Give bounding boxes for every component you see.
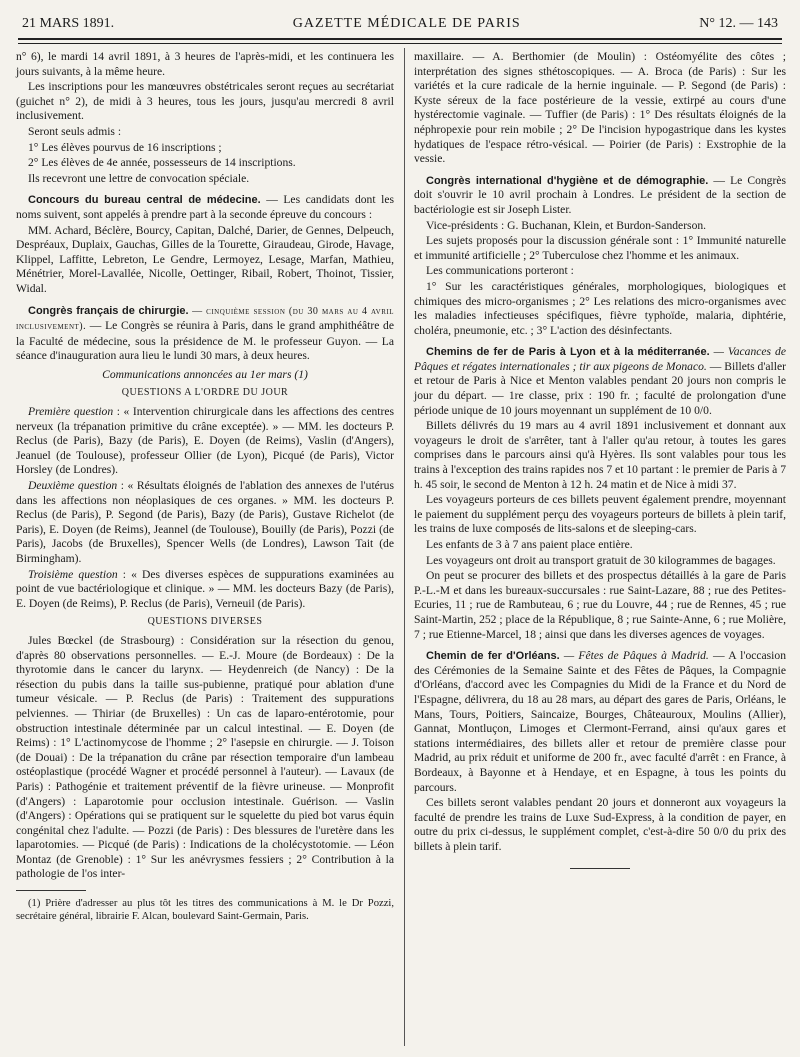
- paragraph: Les voyageurs ont droit au transport gratuit de 30 kilogrammes de bagages.: [426, 553, 776, 567]
- footnote: (1) Prière d'adresser au plus tôt les titres des communications à M. le Dr Pozzi, secrétaire général, librairie F. Alcan, boulevard Saint-Germain, Paris.: [16, 898, 394, 923]
- issue-number: N° 12. — 143: [699, 16, 778, 31]
- paragraph: Vice-présidents : G. Buchanan, Klein, et Burdon-Sanderson.: [426, 218, 707, 232]
- journal-title: GAZETTE MÉDICALE DE PARIS: [292, 16, 521, 31]
- section-title: Concours du bureau central de médecine.: [28, 194, 261, 207]
- section-title: Chemins de fer de Paris à Lyon et à la méditerranée.: [426, 346, 710, 359]
- concours-section: Concours du bureau central de médecine. — Les candidats dont les noms suivent, sont appelés à prendre part à la seconde épreuve du concours :: [16, 193, 394, 221]
- section-title: Congrès français de chirurgie.: [28, 304, 189, 317]
- orleans-section: Chemin de fer d'Orléans. — Fêtes de Pâques à Madrid. — A l'occasion des Cérémonies de la Semaine Sainte et des Fêtes de Pâques, la Compagnie d'Orléans, d'accord avec les Compagnies du Midi de la France et du Nord de l'Espagne, délivrera, du 18 au 28 mars, au départ des gares de Paris, Orléans, le Mans, Tours, Poitiers, Saincaize, Bourges, Châteauroux, Moulins (Allier), Gannat, Montluçon, Limoges et Clermont-Ferrand, ainsi qu'aux gares et stations intermédiaires, des billets aller et retour de première classe pour Madrid, au prix réduit et uniforme de 200 fr., avec faculté d'arrêt : en France, à Bordeaux, à Bayonne et à Hendaye, et en Espagne, à tous les points du parcours.: [414, 649, 786, 794]
- question-1: Première question : « Intervention chirurgicale dans les affections des centres nerveux (la trépanation primitive du crâne exceptée). » — MM. les docteurs P. Reclus (de Paris), Bazy (de Paris), E. Doyen (de Reims), Vaslin (d'Angers), Jeanuel (de Toulouse), professeur Ollier (de Lyon), Picqué (de Paris), Victor Horsley (de Londres).: [16, 405, 394, 477]
- paragraph: Les sujets proposés pour la discussion générale sont : 1° Immunité naturelle et immunité artificielle ; 2° Tuberculose chez l'homme et les animaux.: [414, 234, 786, 262]
- lyon-section: Chemins de fer de Paris à Lyon et à la méditerranée. — Vacances de Pâques et régates internationales ; tir aux pigeons de Monaco. — Billets d'aller et retour de Paris à Nice et Menton valables pendant 20 jours non compris le jour du départ. — 1re classe, prix : 190 fr. ; faculté de prolongation d'une période unique de 10 jours moyennant un supplément de 10 0/0.: [414, 345, 787, 417]
- issue-date: 21 MARS 1891.: [22, 16, 115, 31]
- ordre-heading: QUESTIONS A L'ORDRE DU JOUR: [121, 387, 289, 399]
- footnote-rule: [16, 890, 86, 891]
- paragraph: Ces billets seront valables pendant 20 jours et donneront aux voyageurs la faculté de prendre les trains de Luxe Sud-Express, à la condition de payer, en outre du prix ci-dessus, le supplément complet, c'est-à-dire 50 0/0 du prix des billets à plein tarif.: [414, 796, 786, 853]
- paragraph: Les voyageurs porteurs de ces billets peuvent également prendre, moyennant le paiement du supplément perçu des voyageurs porteurs de billets à plein tarif, les trains de luxe composés de lits-salons et de sleeping-cars.: [414, 493, 786, 536]
- paragraph: n° 6), le mardi 14 avril 1891, à 3 heures de l'après-midi, et les continuera les jours suivants, à la même heure.: [16, 50, 394, 78]
- hygiene-section: Congrès international d'hygiène et de démographie. — Le Congrès doit s'ouvrir le 10 avril prochain à Londres. Le président de la section de bactériologie est sir Joseph Lister.: [414, 173, 786, 216]
- paragraph: Les inscriptions pour les manœuvres obstétricales seront reçues au secrétariat (guichet n° 2), de midi à 3 heures, tous les jours, jusqu'au mercredi 8 avril inclusivement.: [16, 80, 394, 123]
- section-title: Congrès international d'hygiène et de démographie.: [426, 174, 709, 187]
- end-rule: [570, 868, 630, 869]
- paragraph: Les communications porteront :: [426, 264, 574, 278]
- column-divider: [404, 48, 405, 1046]
- section-title: Chemin de fer d'Orléans.: [426, 650, 560, 663]
- page-header: [22, 14, 778, 34]
- paragraph: On peut se procurer des billets et des prospectus détaillés à la gare de Paris P.-L.-M et dans les bureaux-succursales : rue Saint-Lazare, 88 ; rue des Petites-Ecuries, 11 ; rue de Rambuteau, 6 ; rue du Louvre, 44 ; rue de Rennes, 45 ; rue Saint-Martin, 252 ; place de la République, 8 ; rue Sainte-Anne, 6 ; rue Molière, 7 ; rue Etienne-Marcel, 18 ; ainsi que dans les diverses agences de voyages.: [414, 569, 786, 641]
- header-rule-thick: [18, 38, 782, 40]
- paragraph: Billets délivrés du 19 mars au 4 avril 1891 inclusivement et donnant aux voyageurs le droit de s'arrêter, tant à l'aller qu'au retour, à toutes les gares comprises dans le parcours ainsi qu'à Hyères. Ils sont valables pour tous les trains à l'exception des trains rapides nos 7 et 10 partant : le premier de Paris à 7 h. 45 soir, le second de Menton à 12 h. 24 matin et de Nice à midi 37.: [414, 419, 787, 491]
- question-3: Troisième question : « Des diverses espèces de suppurations examinées au point de vue bactériologique et clinique. » — MM. les docteurs Bazy (de Paris), E. Doyen (de Reims), P. Reclus (de Paris), Verneuil (de Paris).: [16, 567, 394, 610]
- paragraph: 1° Sur les caractéristiques générales, morphologiques, biologiques et chimiques des micro-organismes ; 2° Les relations des micro-organismes avec les maladies infectieuses spécifiques, fièvre typhoïde, malaria, diphtérie, choléra, pneumonie, etc. ; 3° L'action des désinfectants.: [414, 279, 786, 337]
- paragraph: Seront seuls admis :: [28, 124, 122, 138]
- communications-heading: Communications annoncées au 1er mars (1): [102, 367, 308, 381]
- left-column: [16, 50, 394, 924]
- question-2: Deuxième question : « Résultats éloignés de l'ablation des annexes de l'utérus dans les affections non néoplasiques de ces organes. » MM. les docteurs P. Reclus (de Paris), P. Segond (de Paris), Bazy (de Paris), Gustave Richelot (de Paris), E. Doyen (de Reims), Jeannel (de Toulouse), Bouilly (de Paris), Pozzi (de Paris), Jacobs (de Bruxelles), Spencer Wells (de Londres), Lawson Tait (de Birmingham).: [16, 479, 394, 565]
- paragraph: Les enfants de 3 à 7 ans paient place entière.: [426, 538, 633, 551]
- chirurgie-section: Congrès français de chirurgie. — cinquième session (du 30 mars au 4 avril inclusivement). — Le Congrès se réunira à Paris, dans le grand amphithéâtre de la Faculté de médecine, sous la présidence de M. le professeur Guyon. — La séance d'inauguration aura lieu le lundi 30 mars, à deux heures.: [16, 304, 395, 363]
- diverses-text: Jules Bœckel (de Strasbourg) : Considération sur la résection du genou, d'après 80 observations personnelles. — E.-J. Moure (de Bordeaux) : De la thyrotomie dans le cancer du larynx. — Heydenreich (de Nancy) : De la résection du pubis dans la taille sus-pubienne, pratiqué pour ablation d'une tumeur vésicale. — P. Reclus (de Paris) : Traitement des suppurations pelviennes. — Thiriar (de Bruxelles) : Un cas de laparo-entérotomie, pour obstruction intestinale déterminée par un calcul intestinal. — E. Doyen (de Reims) : 1° L'actinomycose de l'homme ; 2° l'asepsie en chirurgie. — J. Toison (de Douai) : De la trépanation du crâne par résection temporaire d'un lambeau ostéoplastique (procédé Wagner et procédé personnel à l'auteur). — Lavaux (de Paris) : Pathogénie et traitement préventif de la fièvre urineuse. — Monprofit (d'Angers) : Laparotomie pour occlusion intestinale. Guérison. — Vaslin (d'Angers) : Opérations qui se pratiquent sur le squelette du pied bot varus équin congénital chez l'adulte. — Pozzi (de Paris) : Des blessures de l'uretère dans les laparotomies. — Picqué (de Paris) : Indications de la cholécystotomie. — Léon Montaz (de Grenoble) : 1° Sur les anévrysmes fessiers ; 2° Contribution à la pathologie de l'os inter-: [16, 633, 394, 881]
- paragraph: Ils recevront une lettre de convocation spéciale.: [28, 171, 250, 185]
- paragraph: 1° Les élèves pourvus de 16 inscriptions ;: [28, 140, 222, 154]
- header-rule-thin: [18, 43, 782, 44]
- paragraph: 2° Les élèves de 4e année, possesseurs de 14 inscriptions.: [28, 156, 296, 170]
- diverses-heading: QUESTIONS DIVERSES: [147, 616, 263, 628]
- candidate-list: MM. Achard, Béclère, Bourcy, Capitan, Dalché, Darier, de Gennes, Delpeuch, Despréaux, Duplaix, Gauchas, Gilles de la Tourette, Giraudeau, Girode, Havage, Klippel, Laffitte, Lebreton, Le Gendre, Lermoyez, Lesage, Marfan, Mathieu, Ménétrier, Morel-Lavallée, Nicolle, Oettinger, Ribail, Robert, Thoinot, Tissier, Widal.: [16, 223, 394, 295]
- paragraph: maxillaire. — A. Berthomier (de Moulin) : Ostéomyélite des côtes ; interprétation des signes sthétoscopiques. — A. Broca (de Paris) : Sur les variétés et la cure radicale de la hernie inguinale. — P. Segond (de Paris) : Kyste séreux de la face postérieure de la vessie, extirpé au cours d'une hystérectomie vaginale. — Tuffier (de Paris) : 1° Des résultats éloignés de la néphropexie pour rein mobile ; 2° De l'incision hypogastrique dans les kystes hydatiques de l'espace rétro-vésical. — Poirier (de Paris) : Exstrophie de la vessie.: [414, 50, 786, 166]
- right-column: [414, 50, 786, 869]
